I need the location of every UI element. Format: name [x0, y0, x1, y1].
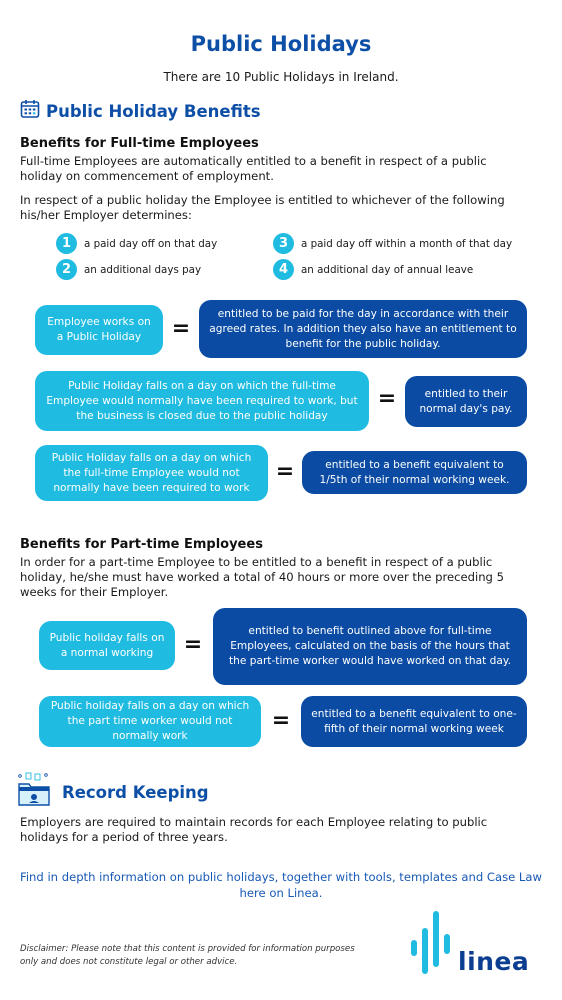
equals-sign: = [183, 632, 203, 657]
section-heading-records [16, 772, 209, 812]
option-text: an additional day of annual leave [301, 263, 474, 276]
rule-result: entitled to benefit outlined above for full-time Employees, calculated on the basis of the hours that the part-time worker would have worked on that day. [213, 608, 527, 685]
fulltime-paragraph-1: Full-time Employees are automatically entitled to a benefit in respect of a public holiday on commencement of employment. [20, 154, 487, 183]
parttime-heading: Benefits for Part-time Employees [20, 537, 263, 552]
option-number: 2 [56, 259, 77, 280]
rule-result: entitled to be paid for the day in accordance with their agreed rates. In addition they also have an entitlement to benefit for the public holiday. [199, 300, 527, 358]
option-number: 3 [273, 233, 294, 254]
rule-result: entitled to a benefit equivalent to one-fifth of their normal working week [301, 696, 527, 747]
option-3 [273, 233, 512, 254]
option-number: 1 [56, 233, 77, 254]
fulltime-paragraph-2: In respect of a public holiday the Employee is entitled to whichever of the following his/her Employer determines: [20, 193, 505, 222]
fulltime-heading: Benefits for Full-time Employees [20, 136, 259, 151]
section-heading-benefits [20, 99, 261, 123]
rule-condition: Public holiday falls on a normal working [39, 621, 175, 670]
rule-condition: Employee works on a Public Holiday [35, 305, 163, 355]
option-1 [56, 233, 217, 254]
section-heading-label: Record Keeping [62, 782, 209, 802]
calendar-icon [20, 99, 40, 123]
section-heading-label: Public Holiday Benefits [46, 101, 261, 121]
rule-condition: Public holiday falls on a day on which the part time worker would not normally work [39, 696, 261, 747]
folder-files-icon [16, 772, 52, 812]
rule-condition: Public Holiday falls on a day on which the full-time Employee would normally have been required to work, but the business is closed due to the public holiday [35, 371, 369, 431]
option-number: 4 [273, 259, 294, 280]
records-paragraph: Employers are required to maintain records for each Employee relating to public holidays for a period of three years. [20, 815, 488, 844]
page-title: Public Holidays [190, 32, 372, 56]
equals-sign: = [377, 386, 397, 411]
parttime-paragraph: In order for a part-time Employee to be entitled to a benefit in respect of a public holiday, he/she must have worked a total of 40 hours or more over the preceding 5 weeks for their Employer. [20, 555, 504, 599]
option-text: a paid day off within a month of that day [301, 237, 513, 250]
rule-condition: Public Holiday falls on a day on which the full-time Employee would not normally have been required to work [35, 445, 268, 501]
linea-logo-text: linea [458, 947, 530, 976]
disclaimer: Disclaimer: Please note that this content is provided for information purposes only and does not constitute legal or other advice. [20, 944, 355, 967]
option-2 [56, 259, 201, 280]
page-subtitle: There are 10 Public Holidays in Ireland. [163, 70, 399, 84]
equals-sign: = [271, 708, 291, 733]
linea-logo [410, 910, 529, 976]
linea-link[interactable]: Find in depth information on public holidays, together with tools, templates and Case Law here on Linea. [20, 870, 542, 900]
linea-logo-bars-icon [410, 910, 452, 976]
option-text: a paid day off on that day [84, 237, 218, 250]
option-text: an additional days pay [84, 263, 202, 276]
rule-result: entitled to a benefit equivalent to 1/5th of their normal working week. [302, 451, 527, 494]
equals-sign: = [275, 459, 295, 484]
equals-sign: = [171, 316, 191, 341]
option-4 [273, 259, 473, 280]
rule-result: entitled to their normal day's pay. [405, 376, 527, 427]
